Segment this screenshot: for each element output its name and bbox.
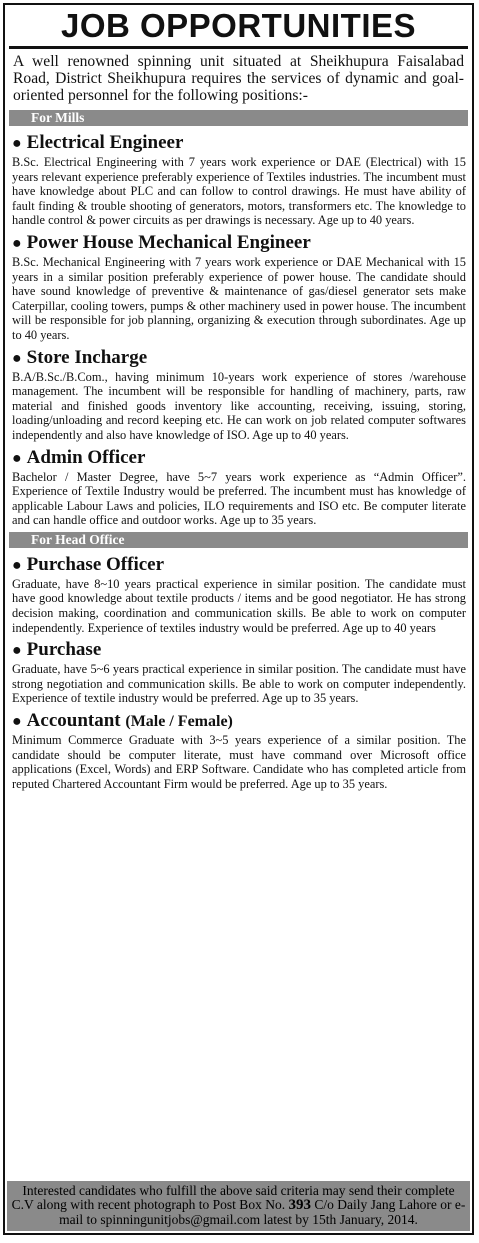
job-title-text: Purchase Officer: [26, 553, 165, 575]
job-title: [12, 447, 466, 469]
footer-pobox-prefix: Post Box No.: [212, 1197, 286, 1213]
application-footer: [7, 1181, 470, 1231]
section-header-mills: For Mills: [9, 110, 468, 126]
job-description: Minimum Commerce Graduate with 3~5 years experience of a similar position. The candidate should be computer literate, must have command over Microsoft office applications (Excel, Words) and ERP Software. Candidate who has completed article from reputed Chartered Accountant Firm would be preferred. Age up to 35 years.: [12, 733, 466, 791]
job-purchase: [12, 639, 466, 706]
ad-title: JOB OPPORTUNITIES: [60, 7, 417, 44]
footer-pobox-suffix: C/o Daily Jang Lahore or e-mail to: [59, 1197, 466, 1228]
bullet-icon: ●: [12, 449, 22, 467]
job-description: B.A/B.Sc./B.Com., having minimum 10-years work experience of stores /warehouse management. The incumbent will be responsible for handling of machinery, parts, raw material and finished goods inventory like accounting, receiving, issuing, storing, loading/unloading and record keeping etc. He can work on job related computer softwares independently and also have knowledge of ISO. Age up to 40 years.: [12, 369, 466, 442]
job-description: B.Sc. Mechanical Engineering with 7 years work experience or DAE Mechanical with 15 years in a similar position preferably experience of power house. The candidate should have sound knowledge of preventive & maintenance of gas/diesel generator sets make Caterpillar, cooling towers, pumps & other machinery used in power house. The incumbent will be responsible for job planning, organizing & execution through subordinates. Age up to 40 years.: [12, 254, 466, 342]
job-description: Graduate, have 5~6 years practical experience in similar position. The candidate must have strong negotiation and communication skills. Be able to work on computer independently. Experience of textile industry would be preferred. Age up to 35 years.: [12, 662, 466, 706]
job-title: [12, 639, 466, 661]
job-title: [12, 710, 466, 732]
job-electrical-engineer: [12, 132, 466, 228]
job-title: [12, 132, 466, 154]
job-title: [12, 347, 466, 369]
job-accountant: [12, 710, 466, 791]
job-store-incharge: [12, 347, 466, 443]
job-title-text: Admin Officer: [26, 446, 146, 468]
footer-instructions: Interested candidates who fulfill the above said criteria may send their complete C.V along with recent photograph to: [11, 1182, 455, 1213]
intro-paragraph: A well renowned spinning unit situated at Sheikhupura Faisalabad Road, District Sheikhupura requires the services of dynamic and goal-oriented personnel for the following positions:-: [13, 53, 464, 104]
job-advertisement: [3, 3, 474, 1235]
job-title-text: Purchase: [26, 639, 102, 661]
job-title-text: Electrical Engineer: [26, 132, 184, 153]
bullet-icon: ●: [12, 556, 22, 574]
bullet-icon: ●: [12, 642, 22, 660]
footer-pobox-number: 393: [288, 1197, 311, 1214]
job-title: [12, 554, 466, 576]
bullet-icon: ●: [12, 234, 22, 252]
bullet-icon: ●: [12, 349, 22, 367]
job-title: [12, 232, 466, 254]
job-description: Bachelor / Master Degree, have 5~7 years work experience as “Admin Officer”. Experience of Textile Industry would be preferred. The incumbent must has knowledge of applicable Labour Laws and policies, ILO requirements and ISO etc. Be computer literate and can handle office and outdoor works. Age up to 35 years.: [12, 469, 466, 528]
job-title-text: Power House Mechanical Engineer: [26, 231, 311, 253]
job-purchase-officer: [12, 554, 466, 635]
job-admin-officer: [12, 447, 466, 528]
section-header-head-office: For Head Office: [9, 532, 468, 548]
footer-deadline: latest by 15th January, 2014.: [263, 1212, 418, 1228]
job-power-house-mechanical-engineer: [12, 232, 466, 343]
job-description: B.Sc. Electrical Engineering with 7 years work experience or DAE (Electrical) with 15 years relevant experience preferably experience of Textiles industries. The incumbent must have knowledge about PLC and can follow to control drawings. He must have ability of fault finding & trouble shooting of generators, motors, transformers etc. The knowledge to handle control & power circuits as per drawings is necessary. Age up to 40 years.: [12, 155, 466, 228]
title-divider: [9, 46, 468, 49]
job-title-text: Store Incharge: [26, 346, 148, 368]
job-title-text: Accountant: [26, 710, 121, 732]
footer-email[interactable]: spinningunitjobs@gmail.com: [100, 1212, 261, 1228]
bullet-icon: ●: [12, 135, 22, 152]
job-description: Graduate, have 8~10 years practical experience in similar position. The candidate must have good knowledge about textile products / items and be good negotiator. He has strong decision making, coordination and communication skills. Be able to work on computer independently. Experience of textiles industry would be preferred. Age up to 40 years: [12, 576, 466, 635]
bullet-icon: ●: [12, 713, 22, 731]
job-title-gender: (Male / Female): [125, 713, 233, 731]
